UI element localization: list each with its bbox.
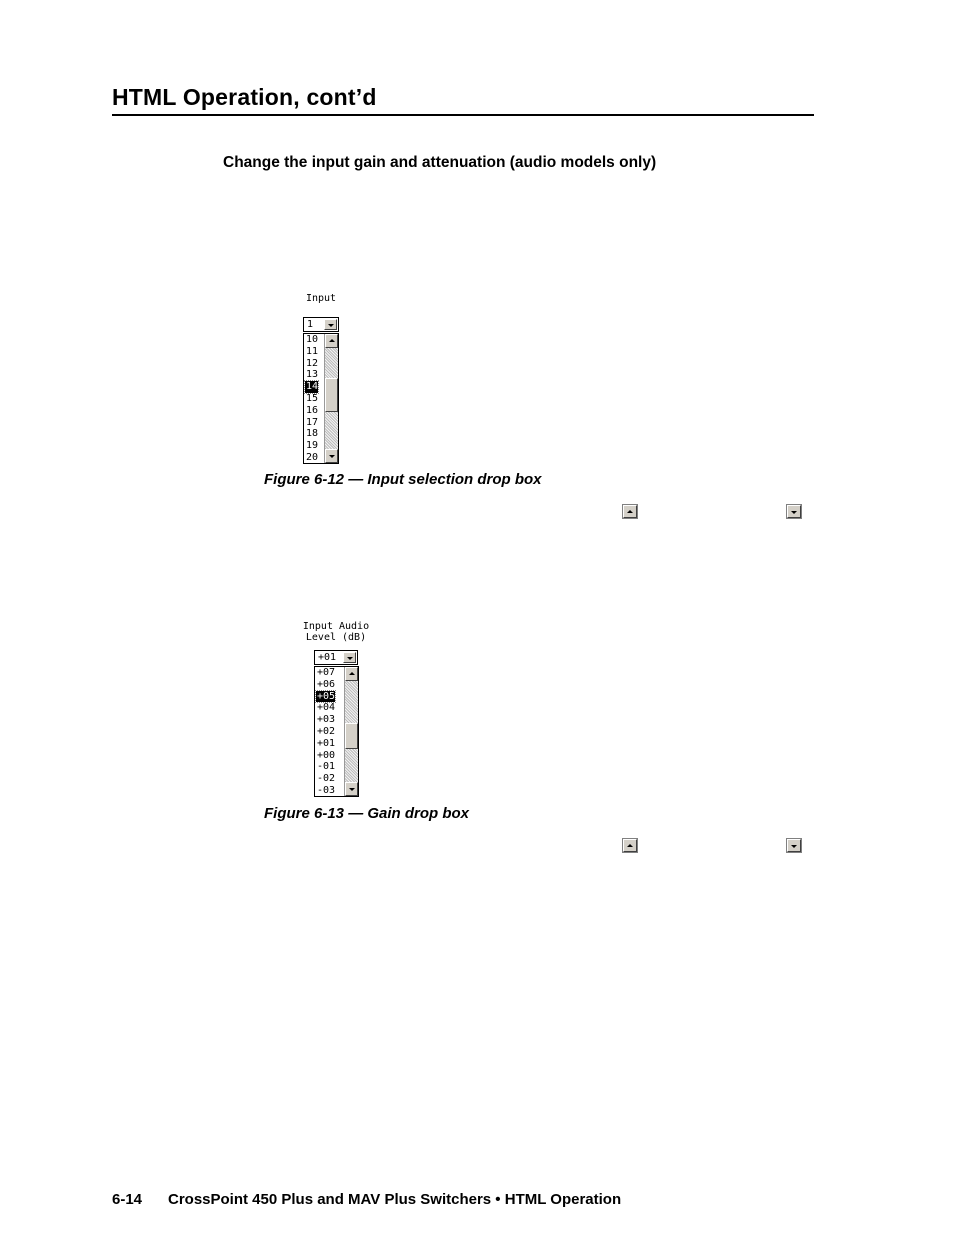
input-list-option[interactable]: 12 xyxy=(306,357,319,369)
gain-list-option[interactable]: +07 xyxy=(317,667,336,678)
input-list-option[interactable]: 19 xyxy=(306,440,319,452)
up-arrow-icon xyxy=(627,510,633,513)
input-scroll-down-button[interactable] xyxy=(325,449,338,463)
gain-list-option[interactable]: +06 xyxy=(317,678,336,690)
input-list-option[interactable]: 14 xyxy=(306,381,319,393)
input-list-option[interactable]: 15 xyxy=(306,392,319,404)
figure-6-13-caption: Figure 6-13 — Gain drop box xyxy=(264,805,470,822)
down-arrow-icon xyxy=(791,511,797,514)
gain-select-value: +01 xyxy=(318,652,337,663)
gain-list-option[interactable]: -02 xyxy=(317,773,336,785)
gain-scroll-up-button[interactable] xyxy=(345,667,358,681)
input-list-option[interactable]: 16 xyxy=(306,404,319,416)
input-list-option[interactable]: 11 xyxy=(306,345,319,357)
up-arrow-icon xyxy=(349,672,355,675)
input-list-option[interactable]: 13 xyxy=(306,369,319,381)
gain-list-option[interactable]: +01 xyxy=(317,737,336,749)
down-arrow-button-icon xyxy=(787,839,801,852)
section-heading: Change the input gain and attenuation (audio models only) xyxy=(223,154,657,171)
chevron-down-icon xyxy=(328,324,334,327)
input-select-value: 1 xyxy=(307,319,314,330)
chevron-down-icon xyxy=(347,657,353,660)
gain-scroll-down-button[interactable] xyxy=(345,782,358,796)
gain-list-option[interactable]: -03 xyxy=(317,784,336,796)
page-title: HTML Operation, cont’d xyxy=(112,84,377,110)
header-divider xyxy=(112,114,814,116)
down-arrow-icon xyxy=(791,845,797,848)
gain-list-option[interactable]: +03 xyxy=(317,714,336,726)
page-number: 6-14 xyxy=(112,1191,143,1208)
input-scroll-thumb[interactable] xyxy=(325,378,338,412)
gain-scrollbar[interactable] xyxy=(344,667,358,796)
input-label: Input xyxy=(305,293,337,304)
figure-6-12-caption: Figure 6-12 — Input selection drop box xyxy=(264,471,542,488)
gain-list-option[interactable]: +05 xyxy=(317,690,336,702)
input-scrollbar[interactable] xyxy=(324,334,338,463)
input-audio-level-label-line2: Level (dB) xyxy=(305,632,367,643)
input-list-option[interactable]: 17 xyxy=(306,416,319,428)
gain-list-option[interactable]: +00 xyxy=(317,749,336,761)
input-select[interactable] xyxy=(303,317,339,332)
gain-select-dropdown-button[interactable] xyxy=(343,652,356,663)
input-list-items xyxy=(305,334,318,464)
down-arrow-button-icon xyxy=(787,505,801,518)
gain-listbox[interactable] xyxy=(314,666,359,797)
input-list-option[interactable]: 20 xyxy=(306,451,319,463)
gain-list-items xyxy=(316,667,335,797)
down-arrow-icon xyxy=(349,788,355,791)
up-arrow-button-icon xyxy=(623,505,637,518)
footer-text: CrossPoint 450 Plus and MAV Plus Switchers • HTML Operation xyxy=(168,1191,622,1208)
input-scroll-up-button[interactable] xyxy=(325,334,338,348)
input-listbox[interactable] xyxy=(303,333,339,464)
input-select-dropdown-button[interactable] xyxy=(324,319,337,330)
gain-list-option[interactable]: +04 xyxy=(317,702,336,714)
input-audio-level-label-line1: Input Audio xyxy=(302,621,370,632)
down-arrow-icon xyxy=(329,455,335,458)
gain-select[interactable] xyxy=(314,650,358,665)
input-list-option[interactable]: 18 xyxy=(306,428,319,440)
up-arrow-icon xyxy=(627,844,633,847)
input-list-option[interactable]: 10 xyxy=(306,334,319,345)
gain-list-option[interactable]: -01 xyxy=(317,761,336,773)
up-arrow-icon xyxy=(329,339,335,342)
up-arrow-button-icon xyxy=(623,839,637,852)
gain-list-option[interactable]: +02 xyxy=(317,725,336,737)
gain-scroll-thumb[interactable] xyxy=(345,723,358,749)
